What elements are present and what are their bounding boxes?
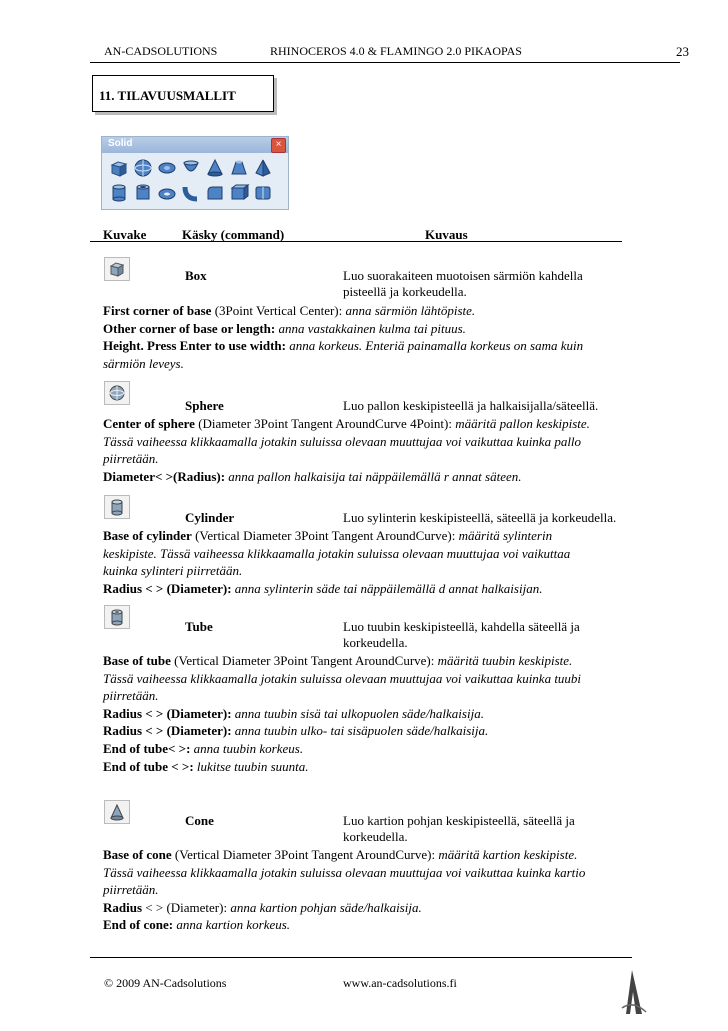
box-prompt2: Other corner of base or length: — [103, 320, 276, 336]
solid-toolbar — [101, 136, 289, 210]
close-icon: × — [271, 138, 286, 153]
tube-prompt5: End of tube < >: — [103, 758, 194, 774]
fillet-tool-icon — [204, 182, 226, 204]
cone-prompt2-options: < > (Diameter): — [142, 899, 231, 915]
torus-tool-icon — [156, 182, 178, 204]
box-details — [103, 302, 668, 372]
header-company: AN-CADSOLUTIONS — [104, 44, 218, 58]
cone-prompt2-help: anna kartion pohjan säde/halkaisija. — [230, 899, 422, 915]
col-description-header: Kuvaus — [425, 227, 468, 242]
sphere-prompt1-help: määritä pallon keskipiste. — [455, 416, 590, 431]
sphere-tool-icon — [132, 157, 154, 179]
tube-description — [343, 619, 643, 651]
tube-command: Tube — [185, 619, 213, 634]
cone-desc-line2: korkeudella. — [343, 829, 408, 844]
tube-desc-line1: Luo tuubin keskipisteellä, kahdella säteellä ja — [343, 619, 580, 634]
cone-prompt3-help: anna kartion korkeus. — [173, 917, 291, 933]
cone-prompt1-options: (Vertical Diameter 3Point Tangent AroundCurve): — [171, 847, 439, 862]
cone-prompt3: End of cone: — [103, 917, 174, 933]
col-icon-header: Kuvake — [103, 227, 147, 242]
cylinder-prompt2-help: anna sylinterin säde tai näppäilemällä d annat halkaisijan. — [231, 580, 543, 596]
box-icon — [104, 257, 130, 281]
paraboloid-tool-icon — [180, 157, 202, 179]
cylinder-help-line2: kuinka sylinteri piirretään. — [103, 563, 243, 579]
header-divider — [90, 62, 680, 63]
cylinder-details — [103, 527, 668, 597]
box-prompt3: Height. Press Enter to use width: — [103, 338, 286, 354]
cylinder-prompt2: Radius < > (Diameter): — [103, 580, 232, 596]
cone-tool-icon — [204, 157, 226, 179]
cylinder-icon — [104, 495, 130, 519]
header-title: RHINOCEROS 4.0 & FLAMINGO 2.0 PIKAOPAS — [270, 44, 522, 58]
tube-prompt1: Base of tube — [103, 653, 171, 668]
sphere-prompt2-help: anna pallon halkaisija tai näppäilemällä r annat säteen. — [225, 468, 522, 484]
cone-desc-line1: Luo kartion pohjan keskipisteellä, säteellä ja — [343, 813, 575, 828]
tube-prompt1-help: määritä tuubin keskipiste. — [437, 653, 573, 668]
section-title-box — [92, 75, 274, 112]
tube-tool-icon — [132, 182, 154, 204]
ellipsoid-tool-icon — [156, 157, 178, 179]
cylinder-help-line1: keskipiste. Tässä vaiheessa klikkaamalla jotakin suluissa olevaan muuttujaa voi vaikuttaa — [103, 545, 571, 561]
col-command-header: Käsky (command) — [182, 227, 285, 242]
box-prompt1: First corner of base — [103, 303, 212, 318]
cylinder-prompt1: Base of cylinder — [103, 528, 192, 543]
cylinder-tool-icon — [108, 182, 130, 204]
box-tool-icon — [108, 157, 130, 179]
table-header-underline — [90, 241, 622, 242]
truncated-cone-tool-icon — [228, 157, 250, 179]
tube-help-line1: Tässä vaiheessa klikkaamalla jotakin suluissa olevaan muuttujaa voi vaikuttaa kuinka tuubi — [103, 670, 582, 686]
box-command: Box — [185, 268, 207, 283]
box-prompt1-help: anna särmiön lähtöpiste. — [345, 303, 476, 318]
tube-prompt3: Radius < > (Diameter): — [103, 723, 232, 739]
sphere-prompt1-options: (Diameter 3Point Tangent AroundCurve 4Point): — [194, 416, 456, 431]
sphere-help-line2: piirretään. — [103, 451, 159, 467]
sphere-details — [103, 415, 668, 485]
cylinder-command: Cylinder — [185, 510, 235, 525]
page-number: 23 — [676, 44, 689, 59]
section-title: 11. TILAVUUSMALLIT — [99, 88, 236, 103]
tube-prompt3-help: anna tuubin ulko- tai sisäpuolen säde/halkaisija. — [231, 723, 489, 739]
cone-prompt2: Radius — [103, 899, 143, 915]
company-logo-icon — [618, 968, 648, 1018]
tube-prompt5-help: lukitse tuubin suunta. — [193, 758, 309, 774]
box-prompt3-help-cont: särmiön leveys. — [103, 355, 184, 371]
footer-copyright: © 2009 AN-Cadsolutions — [104, 976, 227, 990]
cone-help-line1: Tässä vaiheessa klikkaamalla jotakin suluissa olevaan muuttujaa voi vaikuttaa kuinka kartio — [103, 864, 586, 880]
cylinder-prompt1-options: (Vertical Diameter 3Point Tangent AroundCurve): — [191, 528, 459, 543]
toolbar-titlebar — [102, 137, 288, 153]
cone-description — [343, 813, 643, 845]
toolbar-row-2 — [108, 182, 276, 204]
sphere-icon — [104, 381, 130, 405]
sphere-prompt2: Diameter< >(Radius): — [103, 468, 226, 484]
tube-details — [103, 652, 668, 775]
cone-help-line2: piirretään. — [103, 882, 159, 898]
box-prompt3-help: anna korkeus. Enteriä painamalla korkeus on sama kuin — [285, 338, 584, 354]
tube-prompt1-options: (Vertical Diameter 3Point Tangent AroundCurve): — [170, 653, 438, 668]
tube-prompt4-help: anna tuubin korkeus. — [190, 740, 304, 756]
tube-prompt2: Radius < > (Diameter): — [103, 705, 232, 721]
box-prompt1-options: (3Point Vertical Center): — [211, 303, 346, 318]
footer-url: www.an-cadsolutions.fi — [343, 976, 457, 990]
tube-icon — [104, 605, 130, 629]
cylinder-description: Luo sylinterin keskipisteellä, säteellä ja korkeudella. — [343, 510, 617, 525]
pipe-tool-icon — [180, 182, 202, 204]
cone-command: Cone — [185, 813, 214, 828]
cone-prompt1-help: määritä kartion keskipiste. — [438, 847, 578, 862]
toolbar-row-1 — [108, 157, 276, 179]
box-desc-line1: Luo suorakaiteen muotoisen särmiön kahdella — [343, 268, 583, 283]
footer-divider — [90, 957, 632, 958]
slab-tool-icon — [252, 182, 274, 204]
extrude-tool-icon — [228, 182, 250, 204]
box-prompt2-help: anna vastakkainen kulma tai pituus. — [275, 320, 466, 336]
tube-desc-line2: korkeudella. — [343, 635, 408, 650]
box-desc-line2: pisteellä ja korkeudella. — [343, 284, 467, 299]
sphere-help-line1: Tässä vaiheessa klikkaamalla jotakin suluissa olevaan muuttujaa voi vaikuttaa kuinka pallo — [103, 433, 582, 449]
pyramid-tool-icon — [252, 157, 274, 179]
cone-prompt1: Base of cone — [103, 847, 172, 862]
box-description — [343, 268, 643, 300]
cone-icon — [104, 800, 130, 824]
tube-prompt2-help: anna tuubin sisä tai ulkopuolen säde/halkaisija. — [231, 705, 484, 721]
tube-prompt4: End of tube< >: — [103, 740, 191, 756]
sphere-command: Sphere — [185, 398, 224, 413]
tube-help-line2: piirretään. — [103, 688, 159, 704]
toolbar-title: Solid — [108, 138, 133, 149]
cylinder-prompt1-help: määritä sylinterin — [458, 528, 553, 543]
sphere-description: Luo pallon keskipisteellä ja halkaisijalla/säteellä. — [343, 398, 599, 413]
cone-details — [103, 846, 668, 934]
sphere-prompt1: Center of sphere — [103, 416, 195, 431]
